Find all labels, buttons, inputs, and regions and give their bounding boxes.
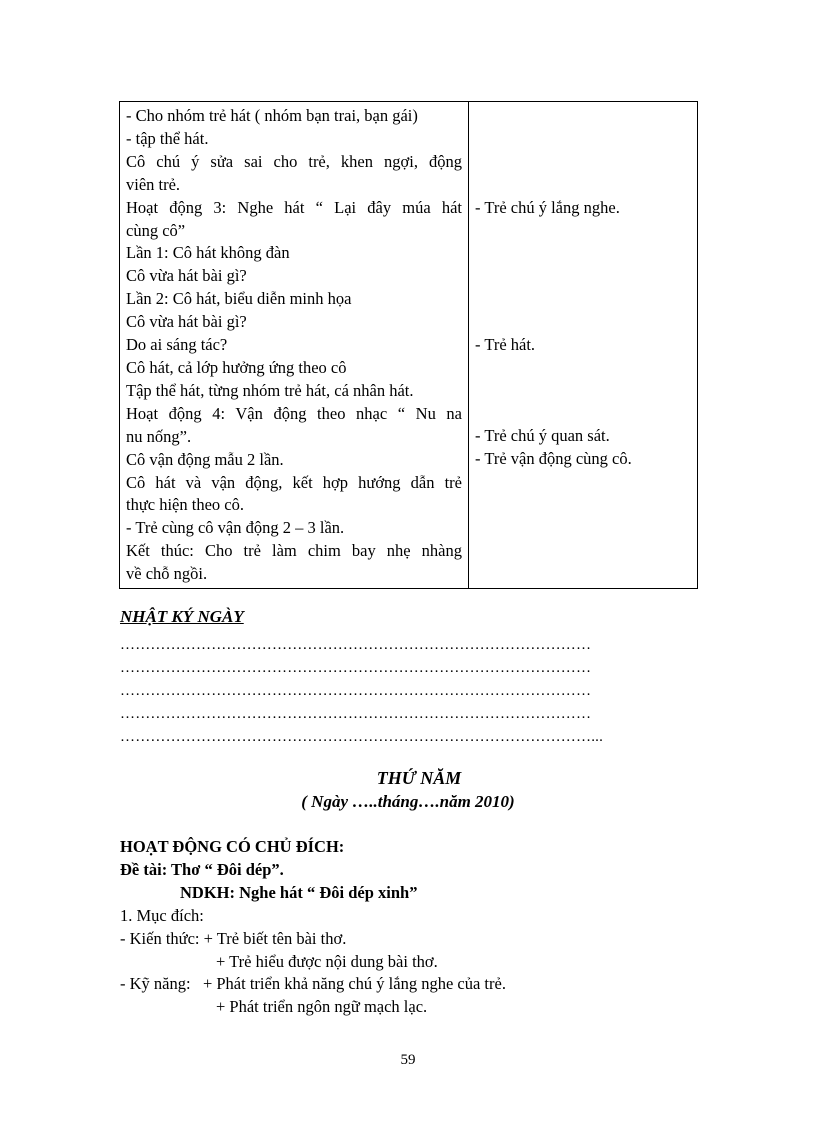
teacher-activities-text: [120, 102, 468, 588]
table-line: Cô vừa hát bài gì?: [126, 312, 247, 332]
table-line: Hoạt động 3: Nghe hát “ Lại đây múa hát: [126, 197, 462, 217]
child-activities-text: [469, 102, 697, 588]
table-line: cùng cô”: [126, 220, 186, 240]
table-line: [475, 357, 691, 380]
lesson-table: [119, 101, 698, 589]
table-line: [475, 311, 691, 334]
table-line: Do ai sáng tác?: [126, 335, 228, 355]
diary-line: …………………………………………………………………………………: [120, 637, 592, 653]
diary-line: …………………………………………………………………………………: [120, 683, 592, 699]
table-line: Kết thúc: Cho trẻ làm chim bay nhẹ nhàng: [126, 541, 462, 561]
table-line: [475, 380, 691, 403]
table-line: [475, 242, 691, 265]
activity-topic: Đề tài: Thơ “ Đôi dép”.: [120, 859, 284, 879]
table-line: [475, 219, 691, 242]
skill-line: - Kỹ năng: + Phát triển khả năng chú ý lắng nghe của trẻ.: [120, 974, 506, 994]
table-line: [475, 540, 691, 563]
table-line: Tập thể hát, từng nhóm trẻ hát, cá nhân hát.: [126, 380, 414, 400]
knowledge-line: + Trẻ hiểu được nội dung bài thơ.: [216, 951, 438, 971]
diary-line: …………………………………………………………………………………: [120, 660, 592, 676]
table-line: về chỗ ngồi.: [126, 564, 208, 584]
teacher-activities-cell: [120, 102, 469, 589]
table-line: - Trẻ chú ý quan sát.: [475, 426, 610, 446]
activity-heading: HOẠT ĐỘNG CÓ CHỦ ĐÍCH:: [120, 837, 345, 856]
table-line: Cô hát và vận động, kết hợp hướng dẫn trẻ: [126, 472, 462, 492]
table-line: Cô hát, cả lớp hưởng ứng theo cô: [126, 357, 347, 377]
day-title: THỨ NĂM: [376, 768, 462, 788]
table-line: [475, 494, 691, 517]
date-line: ( Ngày …..tháng….năm 2010): [301, 792, 515, 811]
knowledge-line: - Kiến thức: + Trẻ biết tên bài thơ.: [120, 928, 347, 948]
page-number: 59: [400, 1052, 416, 1068]
table-line: thực hiện theo cô.: [126, 495, 244, 515]
table-line: Hoạt động 4: Vận động theo nhạc “ Nu na: [126, 403, 462, 423]
table-line: Cô vận động mẫu 2 lần.: [126, 449, 284, 469]
diary-title: NHẬT KÝ NGÀY: [120, 607, 244, 626]
table-line: [475, 288, 691, 311]
table-line: - Trẻ vận động cùng cô.: [475, 449, 632, 469]
table-line: - tập thể hát.: [126, 128, 209, 148]
table-line: [475, 517, 691, 540]
table-line: - Trẻ chú ý lắng nghe.: [475, 197, 620, 217]
activity-section: [120, 836, 506, 1019]
purpose-heading: 1. Mục đích:: [120, 905, 204, 925]
table-line: Cô chú ý sửa sai cho trẻ, khen ngợi, động: [126, 151, 462, 171]
table-line: [475, 403, 691, 426]
table-line: - Cho nhóm trẻ hát ( nhóm bạn trai, bạn gái): [126, 106, 418, 125]
table-line: Lần 1: Cô hát không đàn: [126, 243, 290, 263]
table-line: viên trẻ.: [126, 174, 181, 194]
table-line: [475, 174, 691, 197]
activity-ndkh: NDKH: Nghe hát “ Đôi dép xinh”: [180, 882, 418, 902]
diary-lines: [120, 634, 700, 749]
skill-line: + Phát triển ngôn ngữ mạch lạc.: [216, 997, 428, 1017]
table-line: [475, 128, 691, 151]
table-line: - Trẻ cùng cô vận động 2 – 3 lần.: [126, 518, 345, 538]
table-line: Lần 2: Cô hát, biểu diễn minh họa: [126, 289, 352, 309]
table-line: [475, 563, 691, 586]
diary-line: …………………………………………………………………………………: [120, 706, 592, 722]
table-line: [475, 471, 691, 494]
table-line: nu nống”.: [126, 426, 192, 446]
table-line: - Trẻ hát.: [475, 334, 536, 354]
diary-line: …………………………………………………………………………………...: [120, 729, 604, 745]
table-line: Cô vừa hát bài gì?: [126, 266, 247, 286]
table-line: [475, 105, 691, 128]
table-line: [475, 265, 691, 288]
table-line: [475, 151, 691, 174]
table-row: [120, 102, 698, 589]
child-activities-cell: [469, 102, 698, 589]
